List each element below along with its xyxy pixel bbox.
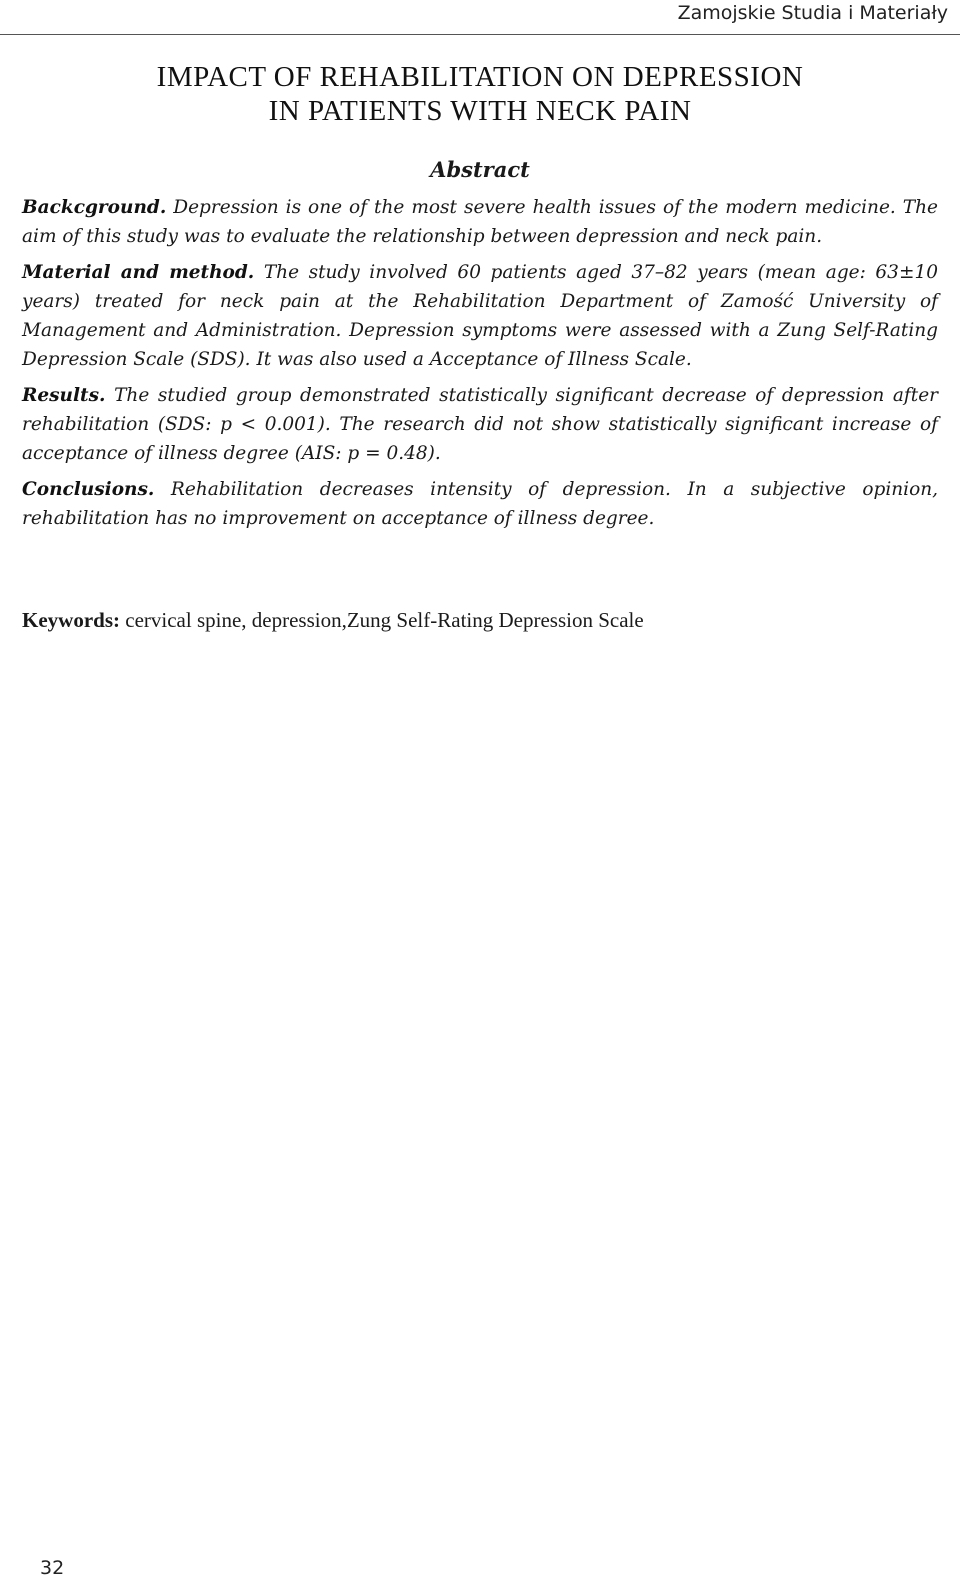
section-text: Depression is one of the most severe health issues of the modern medicine. The aim of this study was to evaluate the relationship between depression and neck pain. — [22, 197, 938, 247]
section-text: The studied group demonstrated statistically significant decrease of depression after rehabilitation (SDS: p < 0.001). The research did not show statistically significant increase of acceptance of illness degree (AIS: p = 0.48). — [22, 385, 938, 464]
section-label: Conclusions. — [22, 479, 155, 500]
page-number: 32 — [40, 1557, 65, 1579]
running-header: Zamojskie Studia i Materiały — [677, 2, 948, 24]
keywords-label: Keywords: — [22, 608, 120, 632]
section-label: Material and method. — [22, 262, 255, 283]
section-text: The study involved 60 patients aged 37–82 years (mean age: 63±10 years) treated for neck pain at the Rehabilitation Department of Zamość University of Management and Administration. Depression symptoms were assessed with a Zung Self-Rating Depression Scale (SDS). It was also used a Acceptance of Illness Scale. — [22, 262, 938, 370]
abstract-heading: Abstract — [430, 157, 530, 182]
abstract-section-results — [22, 381, 938, 468]
section-text: Rehabilitation decreases intensity of depression. In a subjective opinion, rehabilitation has no improvement on acceptance of illness degree. — [22, 479, 938, 529]
keywords — [22, 605, 938, 635]
paper-title-line-1: IMPACT OF REHABILITATION ON DEPRESSION — [156, 61, 804, 93]
paper-title — [0, 60, 960, 128]
abstract-section-background — [22, 193, 938, 251]
section-label: Results. — [22, 385, 106, 406]
section-label: Backcground. — [22, 197, 167, 218]
abstract-section-conclusions — [22, 475, 938, 533]
keywords-text: cervical spine, depression,Zung Self-Rating Depression Scale — [125, 608, 644, 632]
paper-title-line-2: IN PATIENTS WITH NECK PAIN — [268, 95, 692, 127]
header-rule — [0, 34, 960, 35]
abstract-section-material-and-method — [22, 258, 938, 374]
abstract-body — [22, 193, 938, 540]
